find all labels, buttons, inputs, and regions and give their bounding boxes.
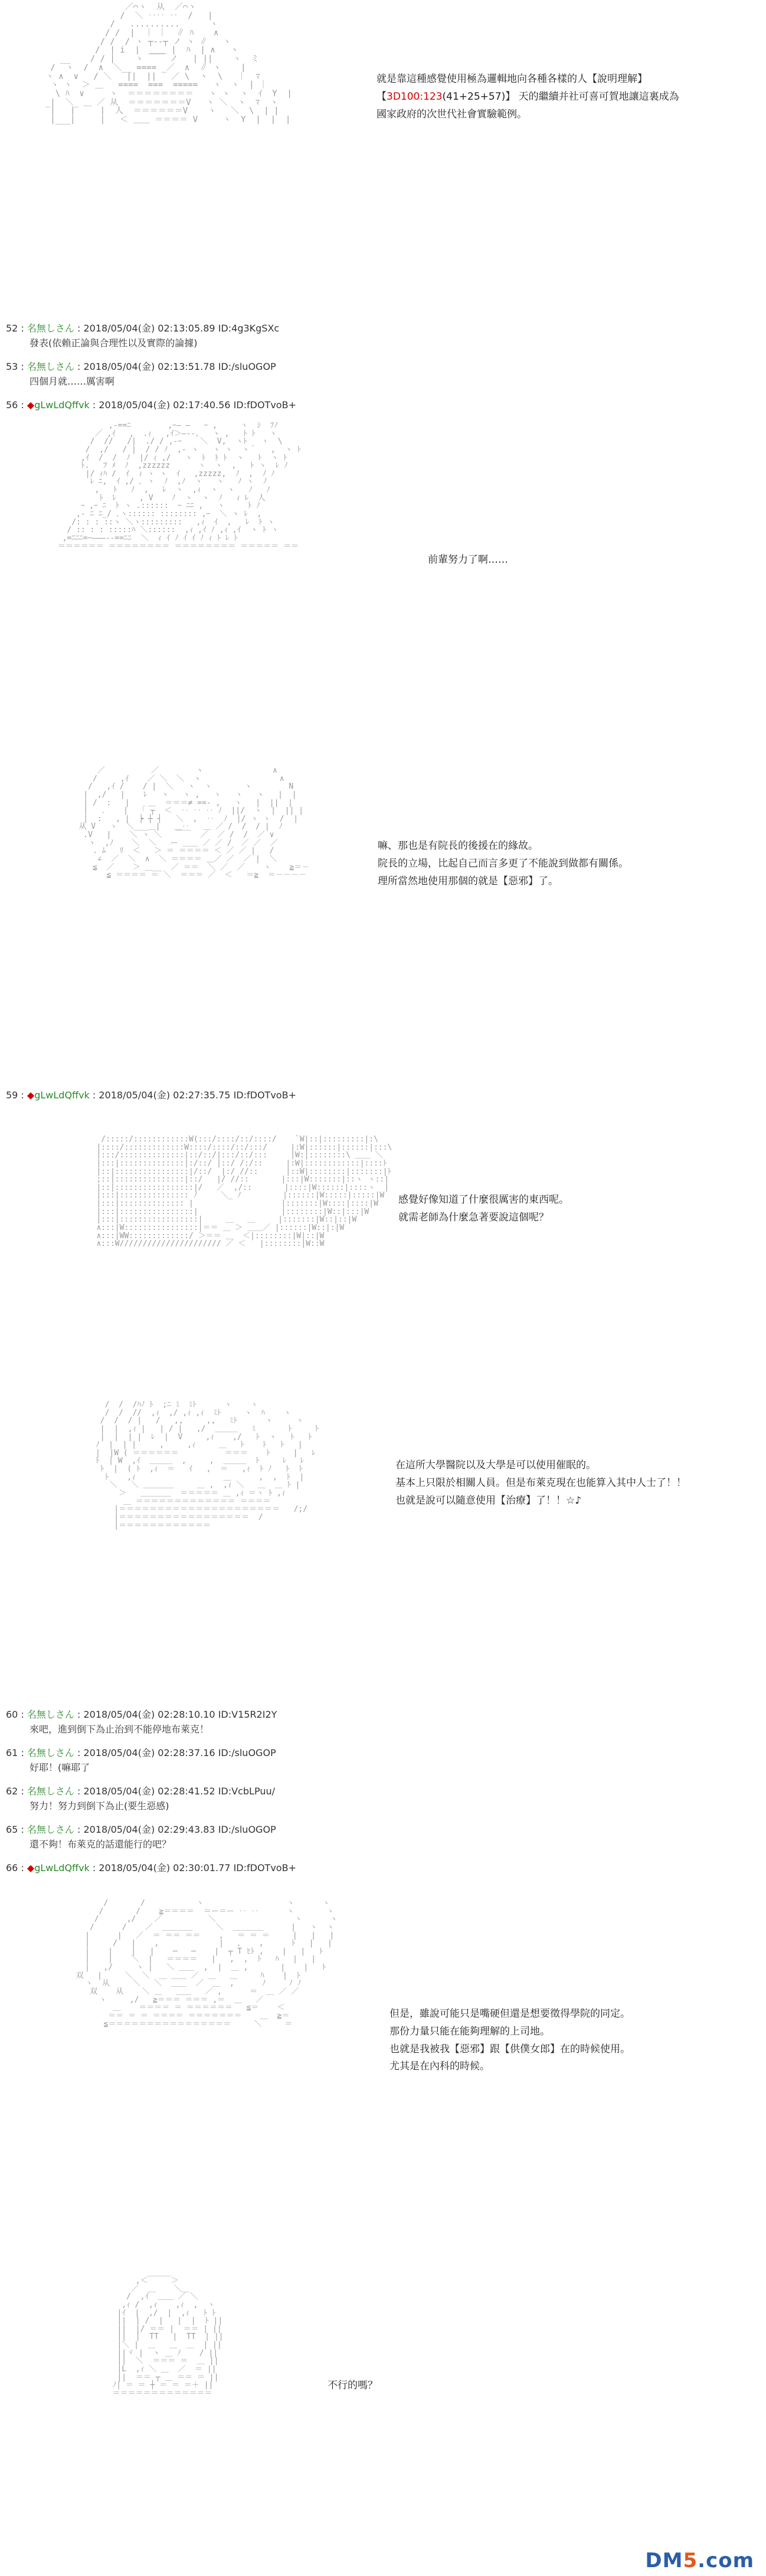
post-52-body: 發表(依賴正論與合理性以及實際的論據) (30, 337, 198, 349)
scene-4-line-2: 就需老師為什麼急著要說這個呢？ (398, 1211, 549, 1223)
scene-5-text (395, 1457, 686, 1509)
scene-5-line-1: 在這所大學醫院以及大學是可以使用催眠的。 (395, 1459, 596, 1471)
scene-3-text (378, 838, 628, 890)
scene-3-line-3: 理所當然地使用那個的就是【惡邪】了。 (378, 875, 558, 887)
post-52: 52 : 名無しさん : 2018/05/04(金) 02:13:05.89 ID:4g3KgSXc 發表(依賴正論與合理性以及實際的論據) (6, 321, 279, 351)
scene-5-line-3: 也就是說可以隨意使用【治療】了！！☆♪ (395, 1494, 582, 1507)
scene-6-line-3: 也就是我被我【惡邪】跟【供僕女郎】在的時候使用。 (389, 2043, 630, 2055)
scene-3-line-2: 院長的立場，比起自己而言多更了不能說到做都有關係。 (378, 857, 628, 869)
post-62-body: 努力！努力到倒下為止(要生惡感) (30, 1800, 169, 1812)
scene-1-line-2: 【3D100:123(41+25+57)】 天的繼續并社可喜可賀地讓這裏成為 (377, 90, 679, 103)
scene-6-text (389, 2006, 630, 2076)
scene-4-line-1: 感覺好像知道了什麼很厲害的東西呢。 (398, 1194, 569, 1206)
post-65-body: 還不夠！布萊克的話還能行的吧？ (30, 1838, 172, 1850)
post-56: 56 : ◆gLwLdQffvk : 2018/05/04(金) 02:17:40.56 ID:fDOTvoB+ (6, 399, 296, 411)
post-53-body: 四個月就……厲害啊 (30, 375, 115, 387)
post-66: 66 : ◆gLwLdQffvk : 2018/05/04(金) 02:30:01.77 ID:fDOTvoB+ (6, 1862, 296, 1873)
scene-6-line-1: 但是，雖說可能只是嘴硬但還是想要徵得學院的同定。 (389, 2008, 630, 2020)
scene-1-line-1: 就是靠這種感覺使用極為邏輯地向各種各樣的人【說明理解】 (377, 73, 647, 85)
scene-2-line-1: 前輩努力了啊…… (428, 554, 508, 566)
dm5-watermark-logo: DM5.com (645, 2549, 754, 2572)
post-60: 60 : 名無しさん : 2018/05/04(金) 02:28:10.10 ID:V15R2I2Y 來吧，進到倒下為止治到不能停地布萊克！ (6, 1708, 277, 1737)
scene-1-line-3: 國家政府的次世代社會實驗範例。 (377, 108, 527, 120)
ascii-art-scene-5: / / /ﾊﾉ ﾄ ;ﾆ ﾐ ﾐﾄ ヽ ヽ / / // ,ｨ ,/ ,ｨ ,ｨ ﾐﾄ ヽ ﾊ ヽ / / / | / ,, ,, ﾐﾄ ヽ ヽ | | ,ｨ | | / | ,/ ＿＿＿ ﾐ ﾄ ﾄ | | | | ﾚ | V ,ｨ ,/ ﾄ ヽ ﾄ ﾄ ﾉ | | | , ,ｨ ＿ ﾄ ﾄ ﾄ | | |W ( ＝＝＝＝＝＝ ＝＝＝ ﾄ | ﾚ ﾄ | W ,ｲ ＿＿＿ , , ＿＿＿ ﾄ ﾚ ﾚ ﾄ | ( ﾄ ,ｨ ＝ ｲ , ＝ ,ｨ ﾄ ﾉ ﾄ ﾄ ﾄ ,ｨ ＿ , , ﾄ | ＼ ＼ ＿＿＿＿ ＿ , ,ｨ ＼ ＿ ＿ ﾄ | ＞ ＿＿＿＿ ＝＝＝＝＝ ＿ ,ｨ ＝ヽ ﾄ ,ｨ ＿ ＝＝＝＝＝＝＝＝＝＝＝＝＝ ＝＝＝＝ |＝＝＝＝＝＝＝＝＝＝＝＝＝＝＝＝＝＝＝＝＝ /;/ |＝＝＝＝＝＝＝＝＝＝＝＝＝＝＝＝＝ / |＝＝＝＝＝＝＝＝＝＝＝＝ (95, 1400, 319, 1530)
scene-4-text (398, 1192, 569, 1227)
scene-6-line-4: 尤其是在內科的時候。 (389, 2060, 490, 2073)
ascii-art-scene-3: ／ ／ ヽ ∧ / ,ｲ ／ ＼ ＼ ヽ ∧ / ,ｲ / / | ＼ ヽ ヽ ヽ N | ,/ | ﾚ ヽ ヽ , ヽ ヽ ヽ | | | / : | ＿ ＝＝＝≠ ==- , ヽ | || | | ． | ｢ ┬ ＜ ‥ ‥ ‥ ﾉ ||/ ヽ | || | | : , | ┝ ┼ ┤ ＼ , ‥ ﾉ |/ ヽ ヽ / | 从 V ヽ ＼___＿| ＿‥ ＿ ／ / / / | ﾉ .V | ＼ ヽ ＼ ￣￣ ／ ／ / / ／ ∨ ヽ ,ﾉ ＼ ＼ ー ＿＿ ／ ／ / ／ ／ ／ . ﾑ ﾘ ＜ ＞ ＝ ＝＝＝＝ ＜ ／ ／ | / ∠ ／ ＼ ∧ ＼ ＝＝＝＝ ＿／ ／ ／ | ＼ ≦ ／ ＞ ＿__ ／ ＝＝ ＼ ／ ／ ヽ ≧＝－ ≦ ＝＝＝＝ ＝ ＼ ＝＝＝ ／ ＜ ＝≧ ＝－－－－ (78, 766, 310, 880)
ascii-art-scene-2: ,-==ﾆ ,ｰ― ― ｰ , ヽ ｼ ﾌﾉ ／ ,ｲ , .ｨ ,ｲ＞―‐‐、 ヽ , ﾄ ﾄ ヽ / // /| ./ / ,-ｰ ＼ V, ヽﾄ ヽ \ / ,/ / | / / ﾉ ,- ヽ ヽ ヽ ヽ｀ , ヽ ﾄ ,ｲ / / ﾉ |/ ｨ ,/ ヽ ﾄ ﾄ ﾄ ヽ ﾄ ヽ ﾄ ﾄ. ﾌ ﾒ ﾉ ,zzzzzz ヽ ヽ , ﾄ ヽ ﾚ ﾉ |/ ｨﾊ / ｲ ｨ ヽ ヽ ｲ ,zzzzz, ﾉ , ﾉ ﾉ ﾚ ﾆ, ｲ ,/ ､ ヽ ﾉ ,ﾉ ヽ ヽ ﾉ ヽ ﾉ , ﾄ ﾉ , ﾚ ヽ ,ｨ ヽ ヽ ﾉ ﾉ ﾄ ﾚ , V ﾉ ヽ ヽ ﾉ ｨ ﾚ 人 ｰ ,ｰ ﾆ ﾄ ヽ .:::::: ｰ ﾆﾆ , ヽ ﾄ ﾉ ,‐ ﾆ ﾆ_/ ､ヽ:::::: :::::::: ,ｰ ＼ ヽ ﾚ , /: : : ::ヽ ＼ヽ::::::::: ,ｨ ｲ , ﾚ ﾄ ヽ / :: : : :::::ﾊ ＼:::::: ,ｨ ,ｲ ﾉ ,ｨ ,ｲ ヽ ﾄ ヽ ,=ﾆﾆﾆ=ｰ―――--==ﾆﾆ ＼ ｨ ｲ ﾉ ｲ ｲ ﾉ ｨ ﾄ ﾚ ﾄ ＝＝＝＝＝＝ ＝＝＝＝＝＝＝＝ ＝＝＝＝＝＝＝＝ ＝＝＝＝＝ ＝＝ (57, 421, 301, 551)
ascii-art-scene-4: /:::::/::::::::::::W(:::/::::/::/::::/ `W|::|:::::::::|:\ |::::/:::::::::::::W::::/::::/::/:::/ |:W|::::::|::::::|:::\ |:::/::::::::::::::|::/::/|:::/::/::: |W:|::::::::\ ＿＿ ＼ |:::|::::::::::::::|:/::/ |::/ /:/:: |:W|::::::::::::|::::ﾄ |::|::::::::::::::::|/::/ |:/ //:: |::W|::::::::|:::::::|ﾄ ;::|:::::::::::::::|::/ |/ //:: |:::|W:::::::|::ヽ ヽ::| |::|:::::::::::::::::|/ ／ ,/:: |::::|W::::::|::::ヽ | |:::|::::::::::::::: ﾉ ＼_ ﾉ |::::::|W:::::|:::::|W |:::|:::::::::::::: | |:::::::|W::::|::::|W |:::|::::::::::::::::| |::::::::|W::|:::|W |:::|:::::::::::::::::| ＿ ＿ |:::::::|W::|::|W ∧:::|W::::::::::::::::|＝＝ ＿ ＞ ＿＿／ |::::::|W::|:|W ∧:::|WW:::::::::::::/ ＞＝＝ ＿ ＜|::::::::|W|::|W ∧:::W////////////////////// ／ ＜ |::::::::|W::W (96, 1135, 392, 1249)
scene-7-line-1: 不行的嗎？ (328, 2380, 378, 2391)
ascii-art-scene-6: / / ヽ ヽ ヽ / / ≧＝＝＝＝ ＝ー＝ー ‥ ‥ ヽ ヽ / ,/ ／ ＼ ヽ ヽ / / ／ ＿＿＿＿ ＼ ＿＿＿＿ | ヽ ヽ | | ／ ＝ ＝＝ ＝＝ , ＝ ＝ ＝ | | | | / | , | ， , ﾄ | | | | | | ─ ─ | ┬ T ﾋﾄ , | | ﾄ | | ＼ | ＝＝＝＝ | , , ﾄ ﾊ | | | ,/ ヽ | ＼ ＿＿ , | ＿ , | | ﾄ 双 | ＼ ＼ ＿ ＿＿ ／ ＿ ＿ ﾊ | ﾄ ヽ 从 ＼ ＼ ＿＿ ／ ＿ , ﾉ ﾉ ﾉ 双 从 ＼ ＿ ＿＿ ／ , ＝ ＿ ／ ／ ヽ ,/ ≧＝＝＝ ＝＝＝ ,＝ ＿ ／ ＿ ＝＝＝＝ ＝ ＝＝＝＝＝＝ ≦＝ ＜ ＝＝ ＝ ＝ ＝＝＝＝ ＝＝＝＝＝＝＝ ＿ ≧＝ ≦＝＝＝＝＝＝＝＝＝＝＝＝＝＝＝＝ ＼ ＝ (76, 1899, 338, 2029)
post-60-body: 來吧，進到倒下為止治到不能停地布萊克！ (30, 1723, 209, 1735)
scene-3-line-1: 嘛、那也是有院長的後援在的緣故。 (378, 840, 538, 852)
scene-7-text (328, 2377, 378, 2395)
post-65: 65 : 名無しさん : 2018/05/04(金) 02:29:43.83 ID:/sluOGOP 還不夠！布萊克的話還能行的吧？ (6, 1823, 276, 1852)
post-59: 59 : ◆gLwLdQffvk : 2018/05/04(金) 02:27:35.75 ID:fDOTvoB+ (6, 1090, 296, 1101)
post-53: 53 : 名無しさん : 2018/05/04(金) 02:13:51.78 ID:/sluOGOP 四個月就……厲害啊 (6, 360, 276, 389)
scene-6-line-2: 那份力量只能在能夠理解的上司地。 (389, 2025, 550, 2037)
ascii-art-scene-1: ／⌒ヽ 从 ／⌒ヽ / ＼ ‥‥ ‥ / | / .......... ヽ / / | ｜ ｜ ∥ ﾊ ∧ / / / ヽ ┬--┬ ノ ヽ ∥ ヽ / | i | ＿＿ | ﾊ | ∧ ヽ __ / / | ヽ ￣￣ ノ | || ヽ ミ / ヽ / ∧ ＼__ ==== _／ ∧ ∥ ヽ | ヽ ∧ ∨ / ＼ || || ／ \ ヽ \ ｜ ﾏ ヽ ヽ ＞ ＿ ==== === ===== ヽ ヽ | ｜ \ ﾊ ∨ ヽ ＝＝＝＝＝＝＝＝ ヽ ヽ ヽ ｲ Y | _| ＼_ ＿ ／ 从 ＝＝＝＝＝＝＝V ヽ ＼ ヽ ﾏ ヽ | | | 人 ＝＝＝＝＝＝V ヽ ＼ \ | | |___| | ＜ ＿＿ ＝＝＝＝ V ヽ Y | | | (45, 2, 292, 124)
post-61: 61 : 名無しさん : 2018/05/04(金) 02:28:37.16 ID:/sluOGOP 好耶！(嘛耶了 (6, 1746, 276, 1776)
scene-2-text (428, 552, 508, 569)
post-62: 62 : 名無しさん : 2018/05/04(金) 02:28:41.52 ID:VcbLPuu/ 努力！努力到倒下為止(要生惡感) (6, 1784, 275, 1814)
post-61-body: 好耶！(嘛耶了 (30, 1761, 90, 1773)
ascii-art-scene-7: ,＜￣￣￣＞ ／ ＿ ＼＿ / ,ｲ ＿＿ ／ ＼ ,ｨ / ,ｨ ,ｨ , ヽ |ｲ | ,/ | ,ｨ ﾄ ﾄ || | / | | | ﾄ || || |/ ＝＝ | ＝＝ | || || | TT | TT | || |＼ | ＿ ＿ ＿ | || ||ヾ | ヽ ＿ ﾉ / || || ＼ ＝＝＝ ＝ ＿ || |L ,ｨ ＼ ＿ ／ ＝ || || ＝＝ ┬ ＿ ＝＝ ＝ || ﾉ| ＝ ＝ ┼ ＝ ＝ ＝＋ || ＝＝＝＝＝＝＝＝＝＝＝＝＝ (112, 2276, 224, 2398)
scene-5-line-2: 基本上只限於相關人員。但是布萊克現在也能算入其中人士了！！ (395, 1476, 686, 1489)
dice-roll: 3D100:123 (387, 90, 443, 103)
scene-1-text (377, 71, 679, 123)
